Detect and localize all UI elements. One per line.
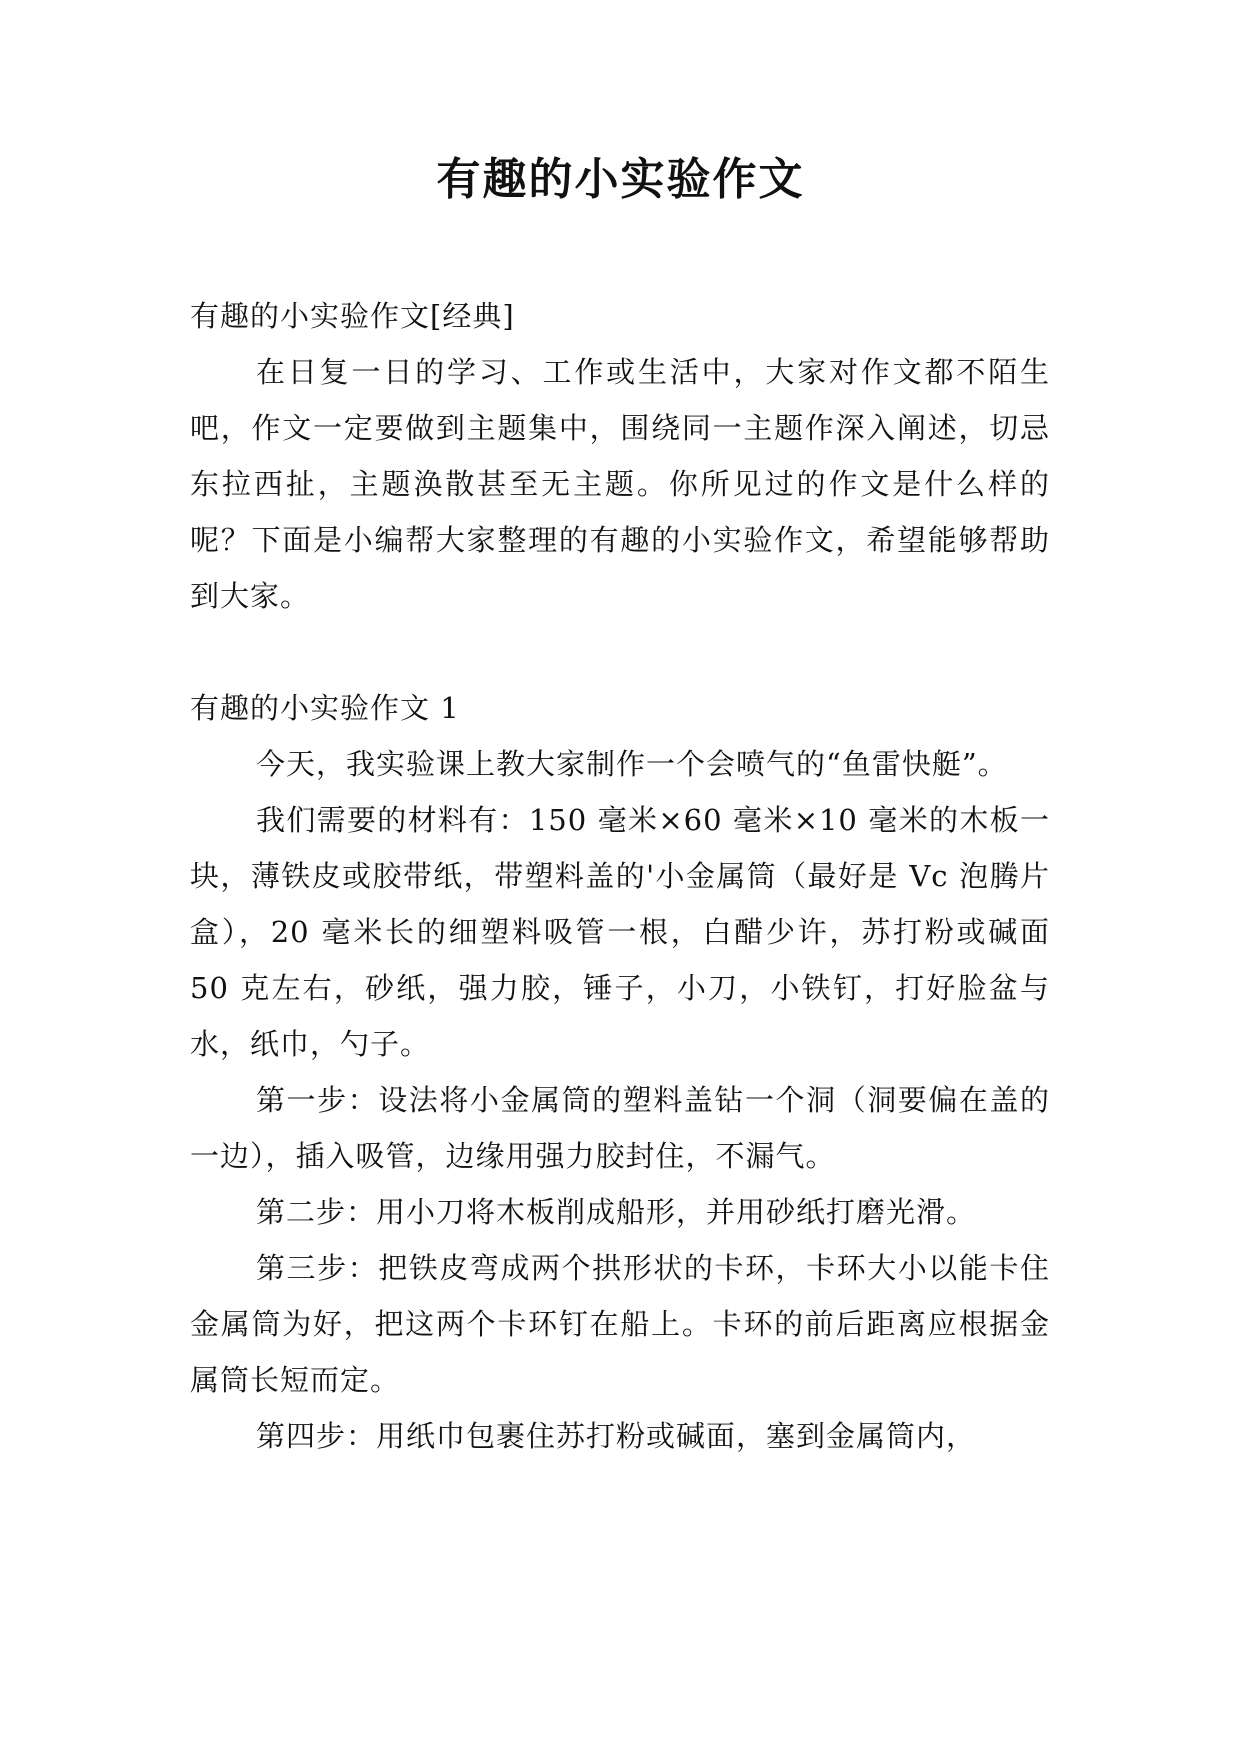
body-paragraph: 第四步：用纸巾包裹住苏打粉或碱面，塞到金属筒内， [256, 1419, 977, 1453]
section-heading: 有趣的小实验作文 1 [190, 691, 460, 725]
body-paragraph: 第一步：设法将小金属筒的塑料盖钻一个洞（洞要偏在盖的一边），插入吸管，边缘用强力胶封住，不漏气。 [190, 1083, 1050, 1173]
body-paragraph: 第二步：用小刀将木板削成船形，并用砂纸打磨光滑。 [256, 1195, 977, 1229]
document-subtitle: 有趣的小实验作文[经典] [190, 299, 515, 333]
document-title: 有趣的小实验作文 [436, 154, 805, 205]
document-body [190, 288, 1050, 1464]
body-paragraph: 今天，我实验课上教大家制作一个会喷气的“鱼雷快艇”。 [256, 747, 1008, 781]
body-paragraph: 我们需要的材料有：150 毫米×60 毫米×10 毫米的木板一块，薄铁皮或胶带纸，带塑料盖的'小金属筒（最好是 Vc 泡腾片盒），20 毫米长的细塑料吸管一根，白醋少许，苏打粉或碱面 50 克左右，砂纸，强力胶，锤子，小刀，小铁钉，打好脸盆与水，纸巾，勺子。 [190, 803, 1050, 1061]
intro-paragraph: 在日复一日的学习、工作或生活中，大家对作文都不陌生吧，作文一定要做到主题集中，围绕同一主题作深入阐述，切忌东拉西扯，主题涣散甚至无主题。你所见过的作文是什么样的呢？下面是小编帮大家整理的有趣的小实验作文，希望能够帮助到大家。 [190, 355, 1050, 613]
body-paragraph: 第三步：把铁皮弯成两个拱形状的卡环，卡环大小以能卡住金属筒为好，把这两个卡环钉在船上。卡环的前后距离应根据金属筒长短而定。 [190, 1251, 1050, 1397]
